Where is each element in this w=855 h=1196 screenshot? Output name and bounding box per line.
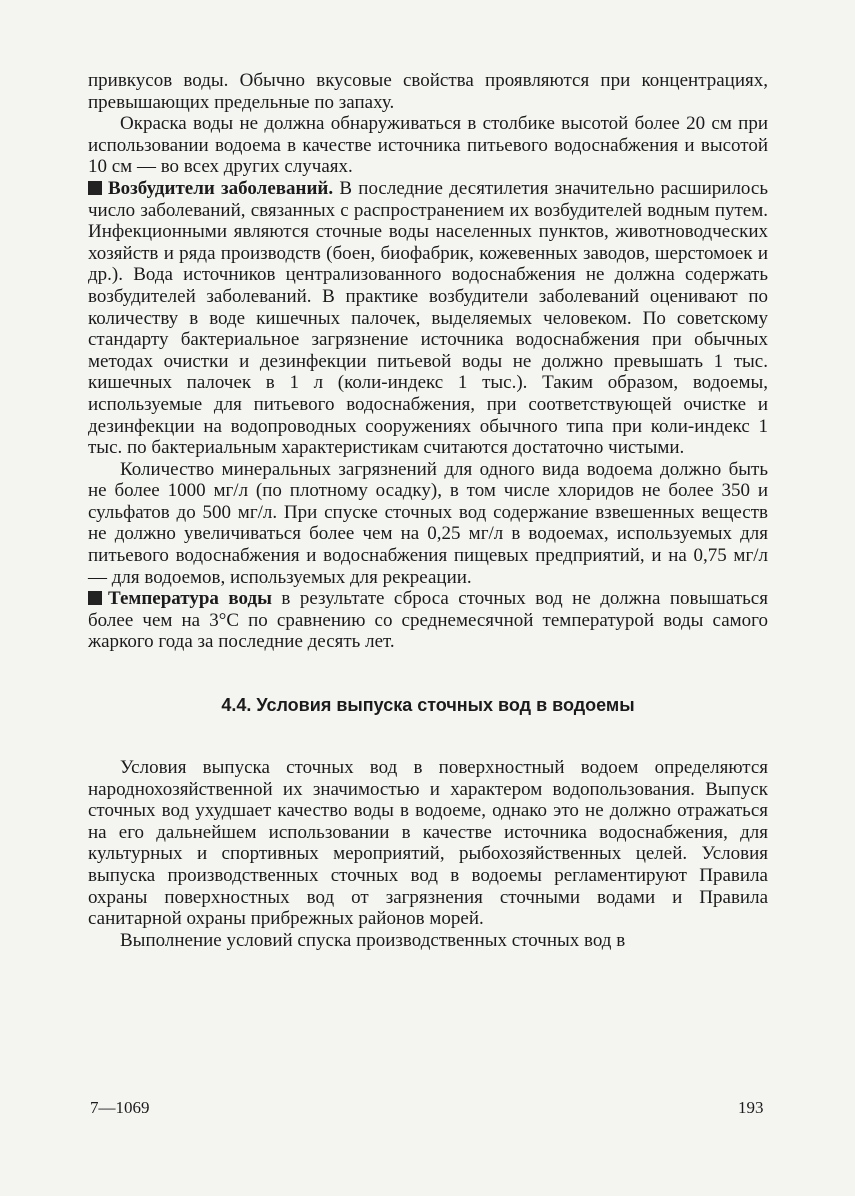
- paragraph-text: Количество минеральных загрязнений для одного вида водоема должно быть не более 1000 мг/л (по плотному осадку), в том числе хлоридов не более 350 и сульфатов до 500 мг/л. При спуске сточных вод содержание взвешенных веществ не должно увеличиваться более чем на 0,25 мг/л в водоемах, используемых для питьевого водоснабжения и водоснабжения пищевых предприятий, и на 0,75 мг/л — для водоемов, используемых для рекреации.: [88, 458, 768, 588]
- square-bullet-icon: [88, 181, 102, 195]
- paragraph-text: привкусов воды. Обычно вкусовые свойства проявляются при концентрациях, превышающих предельные по запаху.: [88, 70, 768, 113]
- paragraph-text: Условия выпуска сточных вод в поверхностный водоем определяются народнохозяйственной их значимостью и характером водопользования. Выпуск сточных вод ухудшает качество воды в водоеме, однако это не должно отражаться на его дальнейшем использовании в качестве источника водоснабжения, для культурных и спортивных мероприятий, рыбохозяйственных целей. Условия выпуска производственных сточных вод в водоемы регламентируют Правила охраны поверхностных вод от загрязнения сточными водами и Правила санитарной охраны прибрежных районов морей.: [88, 757, 768, 930]
- paragraph-discharge-conditions: [88, 757, 768, 930]
- printer-signature: 7—1069: [90, 1098, 150, 1117]
- paragraph-water-color: [88, 113, 768, 178]
- square-bullet-icon: [88, 591, 102, 605]
- run-in-heading: Возбудители заболеваний.: [108, 177, 334, 199]
- paragraph-fulfillment: [88, 930, 768, 952]
- page-body: [88, 70, 768, 951]
- page-number: 193: [738, 1098, 764, 1117]
- paragraph-pathogens: [88, 178, 768, 459]
- paragraph-text: в результате сброса сточных вод не должна повышаться более чем на 3°С по сравнению со среднемесячной температурой воды самого жаркого года за последние десять лет.: [88, 588, 768, 653]
- paragraph-temperature: [88, 588, 768, 653]
- paragraph-mineral-pollution: [88, 459, 768, 589]
- run-in-heading: Температура воды: [108, 588, 272, 610]
- paragraph-text: Выполнение условий спуска производственных сточных вод в: [120, 929, 626, 951]
- paragraph-text: В последние десятилетия значительно расширилось число заболеваний, связанных с распространением их возбудителей водным путем. Инфекционными являются сточные воды населенных пунктов, животноводческих хозяйств и ряда производств (боен, биофабрик, кожевенных заводов, шерстомоек и др.). Вода источников централизованного водоснабжения не должна содержать возбудителей заболеваний. В практике возбудители заболеваний оценивают по количеству в воде кишечных палочек, выделяемых человеком. По советскому стандарту бактериальное загрязнение источника водоснабжения при обычных методах очистки и дезинфекции питьевой воды не должно превышать 1 тыс. кишечных палочек в 1 л (коли-индекс 1 тыс.). Таким образом, водоемы, используемые для питьевого водоснабжения, при соответствующей очистке и дезинфекции на водопроводных сооружениях обычного типа при коли-индекс 1 тыс. по бактериальным характеристикам считаются достаточно чистыми.: [88, 177, 768, 459]
- section-heading: 4.4. Условия выпуска сточных вод в водоемы: [221, 695, 635, 716]
- paragraph-continuation: [88, 70, 768, 113]
- paragraph-text: Окраска воды не должна обнаруживаться в столбике высотой более 20 см при использовании водоема в качестве источника питьевого водоснабжения и высотой 10 см — во всех других случаях.: [88, 113, 768, 178]
